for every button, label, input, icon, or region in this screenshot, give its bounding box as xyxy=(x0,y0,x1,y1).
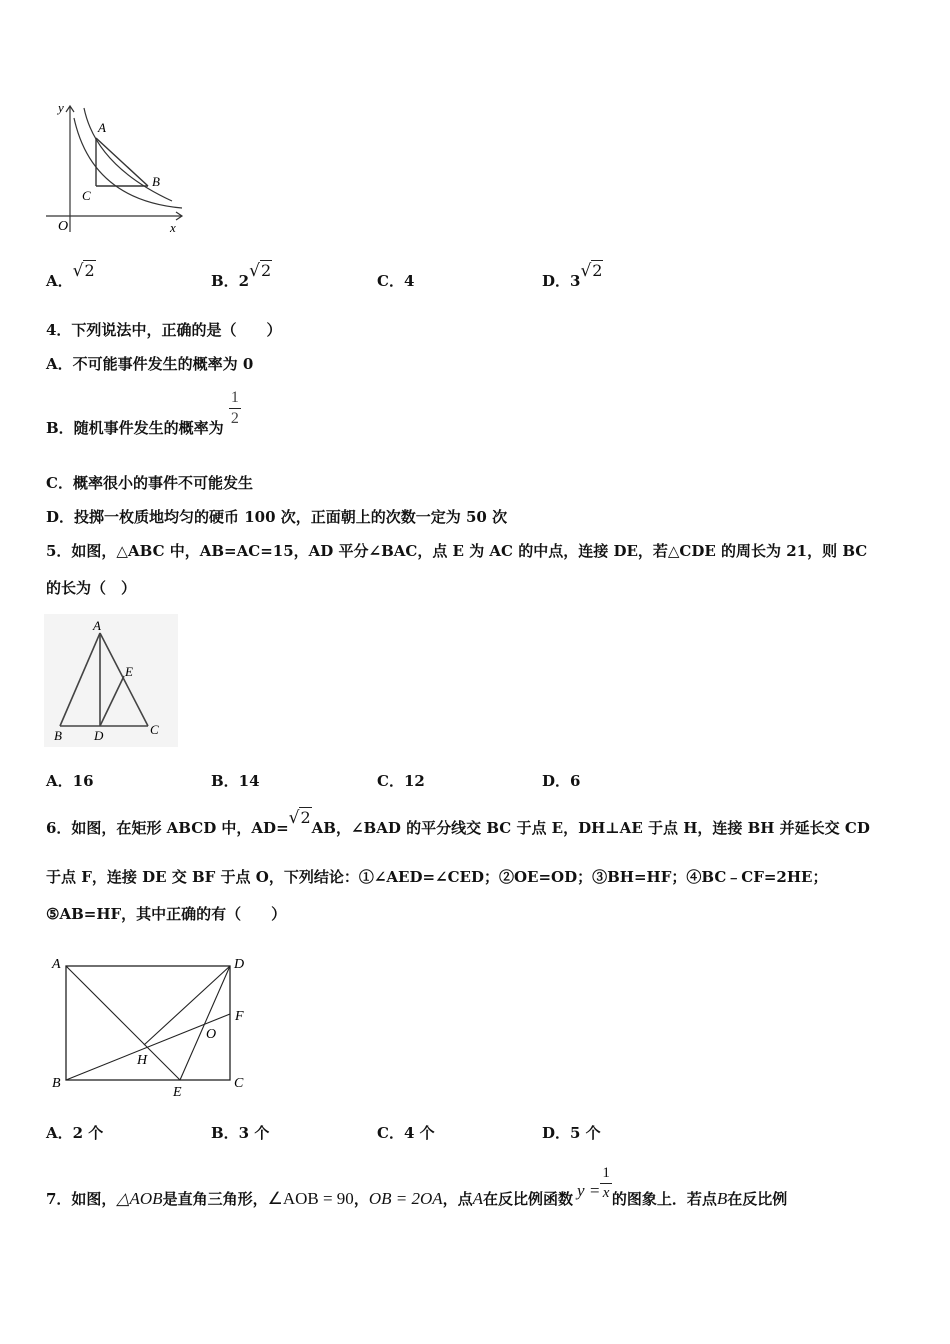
rect-label-b: B xyxy=(52,1076,61,1091)
q3-b-radicand: 2 xyxy=(260,261,272,280)
rect-label-f: F xyxy=(235,1009,244,1024)
triangle-figure xyxy=(44,614,178,747)
q7-math-point-b: B xyxy=(716,1188,728,1208)
rectangle-figure xyxy=(44,950,254,1100)
point-c-label: C xyxy=(82,188,91,203)
tri-label-a: A xyxy=(93,618,101,633)
tri-label-c: C xyxy=(150,722,159,737)
q4-option-b[interactable]: B．随机事件发生的概率为 $\frac{1}{2}$ xyxy=(46,389,239,437)
q4-b-fraction: $\frac{1}{2}$ xyxy=(230,389,239,427)
q6-option-d[interactable]: D．5 个 xyxy=(542,1124,601,1142)
origin-label: O xyxy=(58,219,69,234)
point-b-label: B xyxy=(152,174,160,189)
rect-label-h: H xyxy=(137,1053,148,1068)
rect-label-e: E xyxy=(173,1085,182,1100)
rect-label-o: O xyxy=(206,1027,217,1042)
q6-option-a[interactable]: A．2 个 xyxy=(46,1124,104,1142)
q7-math-triangle: △AOB xyxy=(116,1188,163,1208)
q3-a-radicand: 2 xyxy=(84,261,95,280)
tri-label-e: E xyxy=(125,664,133,679)
q5-option-a[interactable]: A．16 xyxy=(46,772,94,790)
q5-stem-line1: 5．如图，△ABC 中，AB=AC=15，AD 平分∠BAC，点 E 为 AC 的中点，连接 DE，若△CDE 的周长为 21，则 BC xyxy=(46,542,868,560)
q7-fraction: $\frac{1}{x}$ xyxy=(602,1165,610,1201)
q7-math-function: y = xyxy=(577,1180,601,1200)
axis-x-label: x xyxy=(170,220,176,235)
q4-option-d[interactable]: D．投掷一枚质地均匀的硬币 100 次，正面朝上的次数一定为 50 次 xyxy=(46,508,508,526)
tri-label-b: B xyxy=(54,728,62,743)
q5-option-b[interactable]: B．14 xyxy=(211,772,260,790)
q6-stem-line1: 6．如图，在矩形 ABCD 中，AD=√2AB，∠BAD 的平分线交 BC 于点 E，DH⊥AE 于点 H，连接 BH 并延长交 CD xyxy=(46,808,870,837)
rect-label-d: D xyxy=(234,957,245,972)
q3-option-c[interactable]: C．4 xyxy=(377,272,415,290)
q5-option-d[interactable]: D．6 xyxy=(542,772,581,790)
tri-label-d: D xyxy=(94,728,104,743)
q3-option-a[interactable]: A．√2 xyxy=(46,261,95,290)
q6-stem-line3: ⑤AB=HF，其中正确的有（ ） xyxy=(46,905,287,923)
q3-option-b[interactable]: B．2√2 xyxy=(211,261,272,290)
q6-option-b[interactable]: B．3 个 xyxy=(211,1124,270,1142)
hyperbola-figure xyxy=(44,98,194,238)
q6-option-c[interactable]: C．4 个 xyxy=(377,1124,435,1142)
q7-math-ratio: OB = 2OA xyxy=(368,1188,443,1208)
q3-d-radicand: 2 xyxy=(592,261,603,280)
q7-stem-line1: 7．如图，△AOB是直角三角形，∠AOB = 90，OB = 2OA，点A在反比例函数 y = $\frac{1}{x}$ 的图象上．若点B在反比例 xyxy=(46,1165,788,1208)
point-a-label: A xyxy=(98,120,106,135)
q4-option-c[interactable]: C．概率很小的事件不可能发生 xyxy=(46,474,253,492)
axis-y-label: y xyxy=(58,100,64,115)
rect-label-c: C xyxy=(234,1076,244,1091)
q3-option-d[interactable]: D．3√2 xyxy=(542,261,603,290)
q7-math-point-a: A xyxy=(472,1188,484,1208)
q4-stem: 4．下列说法中，正确的是（ ） xyxy=(46,321,282,339)
q4-option-a[interactable]: A．不可能事件发生的概率为 0 xyxy=(46,355,254,373)
q5-option-c[interactable]: C．12 xyxy=(377,772,425,790)
q7-math-angle: ∠AOB = 90 xyxy=(267,1188,354,1208)
q6-stem-line2: 于点 F，连接 DE 交 BF 于点 O，下列结论：①∠AED=∠CED；②OE=OD；③BH=HF；④BC﹣CF=2HE； xyxy=(46,868,828,886)
q6-radicand: 2 xyxy=(300,808,311,827)
q5-stem-line2: 的长为（ ） xyxy=(46,579,137,597)
rect-label-a: A xyxy=(52,957,61,972)
